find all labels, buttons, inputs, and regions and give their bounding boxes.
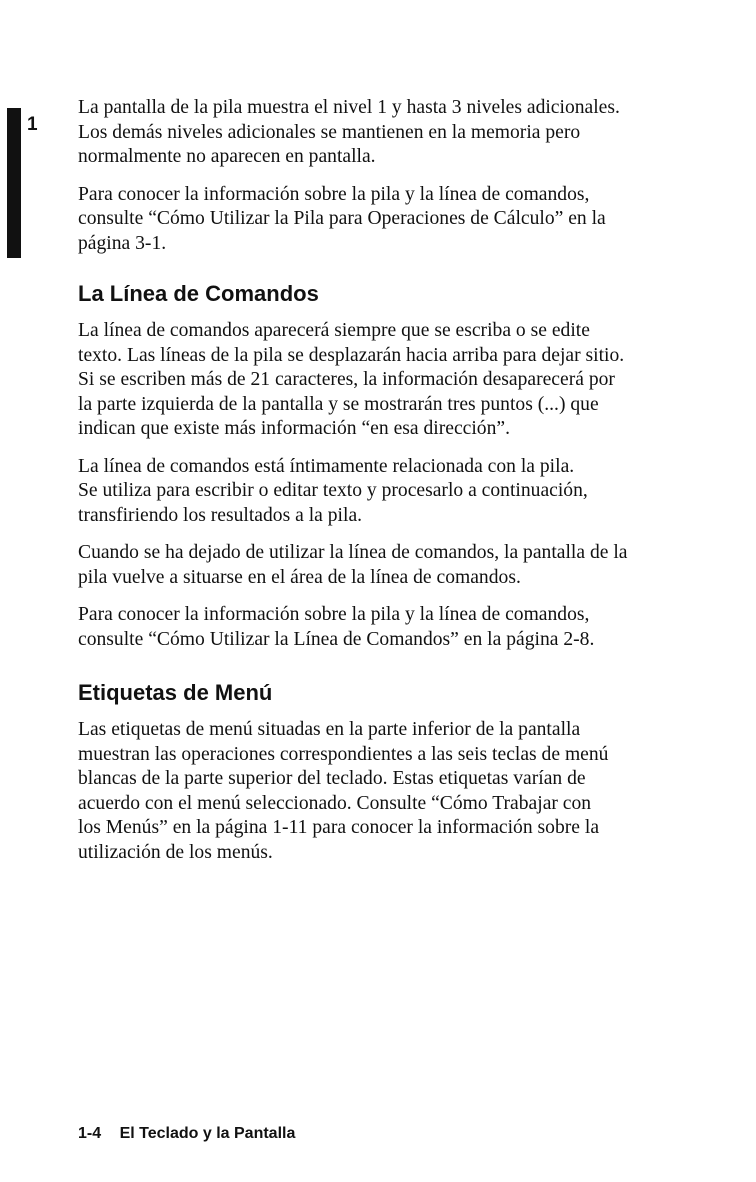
text-line: página 3-1. — [78, 232, 167, 254]
text-line: Se utiliza para escribir o editar texto y procesarlo a continuación, — [78, 480, 588, 501]
text-line: Los demás niveles adicionales se mantienen en la memoria pero — [78, 121, 581, 143]
text-line: La línea de comandos aparecerá siempre que se escriba o se edite — [78, 320, 590, 341]
menu-labels-paragraph-1 — [78, 718, 710, 865]
section-heading-menu-labels: Etiquetas de Menú — [78, 680, 273, 705]
text-line: transfiriendo los resultados a la pila. — [78, 504, 363, 526]
text-line: muestran las operaciones correspondientes a las seis teclas de menú — [78, 743, 609, 765]
text-line: pila vuelve a situarse en el área de la línea de comandos. — [78, 566, 521, 588]
footer-page-number: 1-4 — [78, 1125, 102, 1142]
text-line: La pantalla de la pila muestra el nivel 1 y hasta 3 niveles adicionales. — [78, 97, 620, 118]
text-line: Para conocer la información sobre la pila y la línea de comandos, — [78, 604, 590, 625]
page-content — [78, 96, 710, 878]
command-line-paragraph-1 — [78, 319, 710, 442]
text-line: los Menús” en la página 1-11 para conocer la información sobre la — [78, 817, 600, 838]
text-line: normalmente no aparecen en pantalla. — [78, 146, 376, 167]
text-line: Para conocer la información sobre la pila y la línea de comandos, — [78, 183, 590, 205]
text-line: texto. Las líneas de la pila se desplazarán hacia arriba para dejar sitio. — [78, 344, 625, 366]
command-line-paragraph-4 — [78, 603, 710, 652]
command-line-paragraph-3 — [78, 541, 710, 590]
text-line: Si se escriben más de 21 caracteres, la información desaparecerá por — [78, 369, 615, 390]
text-line: utilización de los menús. — [78, 841, 273, 863]
chapter-tab-number: 1 — [27, 114, 38, 135]
text-line: La línea de comandos está íntimamente relacionada con la pila. — [78, 455, 575, 477]
intro-paragraph-2 — [78, 183, 710, 257]
text-line: consulte “Cómo Utilizar la Pila para Operaciones de Cálculo” en la — [78, 208, 606, 229]
footer-chapter-title: El Teclado y la Pantalla — [119, 1125, 296, 1142]
chapter-tab-bar — [7, 108, 21, 258]
text-line: Las etiquetas de menú situadas en la parte inferior de la pantalla — [78, 719, 581, 740]
text-line: blancas de la parte superior del teclado. Estas etiquetas varían de — [78, 768, 586, 789]
text-line: la parte izquierda de la pantalla y se mostrarán tres puntos (...) que — [78, 393, 599, 415]
text-line: acuerdo con el menú seleccionado. Consulte “Cómo Trabajar con — [78, 792, 592, 814]
section-heading-command-line: La Línea de Comandos — [78, 281, 319, 306]
intro-paragraph-1 — [78, 96, 710, 170]
text-line: Cuando se ha dejado de utilizar la línea de comandos, la pantalla de la — [78, 542, 628, 563]
text-line: consulte “Cómo Utilizar la Línea de Comandos” en la página 2-8. — [78, 628, 595, 650]
text-line: indican que existe más información “en esa dirección”. — [78, 418, 510, 439]
page-footer — [78, 1124, 295, 1144]
command-line-paragraph-2 — [78, 455, 710, 529]
